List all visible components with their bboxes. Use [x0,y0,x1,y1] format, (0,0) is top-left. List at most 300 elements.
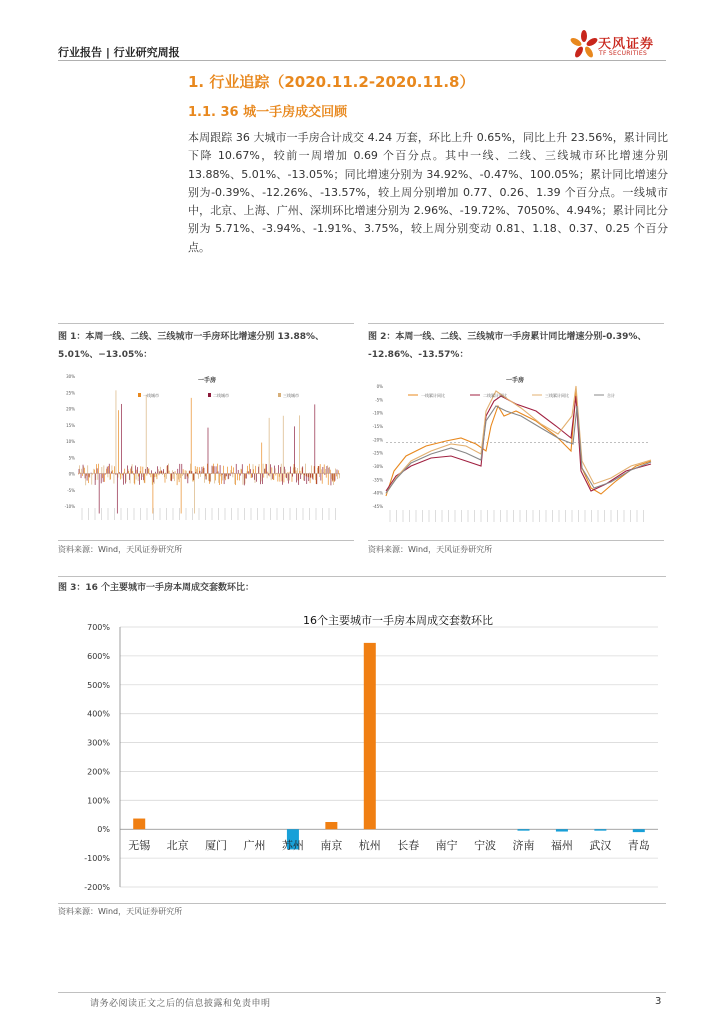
bar [138,474,139,477]
y-tick-label: -5% [375,397,383,403]
bar [262,474,263,485]
bar [225,474,226,481]
figure2-title [368,328,668,364]
bar [323,472,324,473]
bar [339,474,340,479]
bar [253,469,254,473]
bar [116,474,117,475]
bar [271,467,272,473]
bar [160,467,161,474]
bar [282,474,283,482]
y-tick-label: 400% [87,709,110,719]
y-tick-label: 10% [66,439,75,444]
bar [267,474,268,479]
bar [157,474,158,480]
bar [280,474,281,482]
y-tick-label: -35% [372,477,383,483]
y-tick-label: 20% [66,406,75,412]
bar [118,474,119,478]
bar [201,472,202,473]
legend-label: 二线城市 [213,393,229,398]
bar [81,469,82,474]
bar [245,474,246,484]
bar [163,469,164,473]
bar [220,474,221,477]
bar [245,474,246,479]
bar [328,474,329,485]
bar [291,474,292,475]
legend-label: 一线城市 [143,393,159,398]
bar [134,474,135,485]
bar [168,464,169,474]
bar [103,474,104,482]
bar [290,467,291,474]
bar [304,474,305,481]
bar [228,474,229,480]
figure1-chart-title: 一手房 [198,377,217,384]
bar [271,474,272,481]
bar [106,474,107,475]
bar [594,829,606,830]
figure3-chart [58,603,666,903]
bar [149,474,150,475]
y-tick-label: -10% [372,410,383,416]
bar [239,474,240,475]
bar [92,474,93,475]
bar [325,474,326,475]
bar [184,474,185,480]
bar [263,474,264,478]
bar [231,466,232,474]
bar [327,466,328,473]
bar [104,474,105,482]
bar [152,474,153,485]
chart-x-axis [128,838,650,852]
bar [120,474,121,480]
bar [188,474,189,479]
bar [98,464,99,474]
bar [228,474,229,479]
bar [155,472,156,474]
bar [167,466,168,474]
bar [133,474,134,475]
bar [81,474,82,479]
bar [147,467,148,473]
bar [249,464,250,474]
bar [255,466,256,474]
bar [143,474,144,481]
bar [300,474,301,479]
bar [202,467,203,474]
bar [94,470,95,474]
legend-label: 合计 [607,393,615,398]
bar [316,474,317,484]
bar [87,474,88,481]
figure2-title-line1: 图 2：本周一线、二线、三线城市一手房累计同比增速分别-0.39%、 [368,332,647,342]
bar [145,469,146,474]
figure1-title [58,328,358,364]
figure1-bottom-rule [58,540,354,541]
bar [309,473,310,474]
bar [153,474,154,514]
x-tick-label: 厦门 [205,839,228,853]
bar [254,474,255,480]
bar [209,474,210,484]
bar [185,470,186,473]
bar [131,466,132,473]
bar [242,464,243,473]
bar [97,474,98,480]
x-tick-label: 长春 [397,839,420,853]
bar [196,469,197,473]
bar [281,464,282,474]
bar [286,474,287,478]
bar [104,465,105,473]
bar [253,464,254,473]
bar [212,467,213,474]
bar [118,410,119,473]
figure3-source: 资料来源：Wind，天风证券研究所 [58,907,183,916]
bar [170,474,171,481]
bar [205,474,206,477]
bar [316,474,317,485]
bar [300,471,301,474]
y-tick-label: -25% [372,450,383,456]
bar [122,474,123,476]
bar [194,474,195,481]
bar [325,822,337,829]
footer-divider [58,992,666,993]
bar [181,464,182,474]
bar [198,474,199,475]
bar [82,474,83,476]
bar [315,474,316,481]
bar [150,474,151,475]
bar [182,474,183,477]
bar [86,474,87,476]
bar [269,474,270,477]
bar [183,469,184,473]
figure1-chart [58,366,346,538]
bar [329,468,330,474]
bar [265,468,266,473]
x-tick-label: 宁波 [474,839,497,853]
bar [297,468,298,473]
page-number: 3 [655,996,662,1007]
y-tick-label: 100% [87,796,110,806]
bar [274,466,275,474]
bar [268,474,269,476]
bar [298,474,299,485]
bar [193,474,194,482]
bar [139,474,140,485]
bar [169,471,170,474]
bar [200,474,201,477]
bar [325,469,326,473]
y-tick-label: -45% [372,504,383,509]
bar [318,466,319,473]
bar [91,473,92,474]
bar [121,404,122,474]
bar [159,471,160,473]
figure2-title-line2: -12.86%、-13.57%： [368,350,469,360]
bar [308,474,309,478]
bar [142,474,143,478]
bar [188,474,189,484]
bar [237,474,238,481]
bar [151,474,152,478]
bar [317,468,318,474]
bar [204,474,205,483]
chart-y-axis [84,623,110,892]
bar [282,474,283,485]
bar [216,466,217,473]
bar [95,474,96,481]
bar [140,466,141,473]
bar [238,470,239,474]
bar [177,474,178,486]
bar [110,474,111,480]
y-tick-label: 5% [68,455,75,461]
bar [124,469,125,474]
bar [302,466,303,473]
figure2-top-rule [368,323,664,324]
bar [247,466,248,474]
bar [111,472,112,474]
bar [226,474,227,477]
bar [174,474,175,482]
figure1-top-rule [58,323,354,324]
bar [289,474,290,481]
bar [331,474,332,479]
bar [165,474,166,483]
x-tick-label: 苏州 [281,839,304,853]
bar [332,474,333,482]
bar [144,474,145,483]
bar [250,469,251,473]
bar [223,466,224,474]
logo-subtext: TF SECURITIES [599,50,648,57]
x-tick-label: 济南 [512,839,535,853]
bar [96,464,97,473]
bar [319,466,320,473]
bar [229,474,230,475]
bar [278,474,279,482]
bar [80,473,81,474]
bar [230,470,231,473]
bar [164,474,165,478]
y-tick-label: -15% [372,424,383,429]
bar [296,470,297,473]
bar [85,474,86,486]
y-tick-label: -20% [372,437,383,443]
bar [633,829,645,832]
bar [128,469,129,473]
bar [304,474,305,475]
bar [235,474,236,485]
bar [266,464,267,473]
bar [93,469,94,474]
bar [79,469,80,474]
bar [165,473,166,474]
y-tick-label: 200% [87,767,110,777]
y-tick-label: -5% [67,487,75,493]
bar [518,829,530,830]
x-tick-label: 杭州 [358,839,381,853]
bar [322,474,323,484]
bar [217,464,218,474]
bar [198,474,199,479]
bar [232,472,233,473]
bar [204,468,205,474]
bar [171,474,172,481]
bar [556,829,568,831]
bar [156,474,157,477]
y-tick-label: -30% [372,464,383,469]
bar [335,469,336,474]
bar [151,470,152,473]
bar [108,474,109,478]
bar [161,470,162,473]
bar [87,465,88,473]
bar [214,474,215,484]
bar [312,474,313,478]
bar [114,466,115,473]
bar [275,468,276,473]
bar [99,474,100,514]
bar [226,474,227,477]
bar [287,474,288,481]
bar [176,474,177,476]
bar [267,472,268,474]
bar [202,469,203,473]
bar [155,474,156,478]
y-tick-label: 0% [97,825,110,835]
bar [130,474,131,484]
bar [159,474,160,476]
bar [218,471,219,473]
bar [294,464,295,473]
figure3-top-rule [58,576,666,577]
y-tick-label: -40% [372,490,383,496]
bar [218,474,219,483]
bar [161,471,162,474]
bar [91,474,92,485]
bar [251,474,252,478]
bar [78,474,79,475]
bar [314,404,315,473]
bar [215,474,216,481]
bar [310,474,311,484]
bar [126,473,127,474]
figure3-bottom-rule [58,903,666,904]
bar [210,474,211,483]
bar [280,467,281,474]
bar [324,464,325,473]
chart-gridlines [120,627,658,887]
bar [89,474,90,477]
bar [321,469,322,473]
x-tick-label: 无锡 [128,839,151,853]
bar [95,474,96,485]
bar [133,819,145,830]
bar [85,474,86,479]
y-tick-label: 0% [68,471,75,477]
bar [105,474,106,475]
bar [269,418,270,474]
figure1-title-line1: 图 1：本周一线、二线、三线城市一手房环比增速分别 13.88%、 [58,332,325,342]
bar [258,467,259,474]
bar [89,474,90,478]
bar [335,474,336,481]
bar [106,469,107,474]
bar [311,465,312,473]
bar [132,464,133,473]
bar [173,474,174,479]
bar [302,468,303,474]
bar [259,474,260,475]
bar [122,474,123,479]
bar [263,464,264,474]
bar [220,465,221,473]
bar [306,474,307,477]
bar [79,465,80,473]
bar [126,474,127,482]
bar [147,474,148,476]
bar [276,474,277,476]
bar [333,474,334,485]
summary-paragraph: 本周跟踪 36 大城市一手房合计成交 4.24 万套，环比上升 0.65%，同比上升 23.56%，累计同比下降 10.67%，较前一周增加 0.69 个百分点。其中一线、二线、三线城市环比增速分别 13.88%、5.01%、-13.05%；同比增速分别为 34.92%、-0.47%、100.05%；累计同比增速分别为-0.39%、-12.26%、-13.57%，较上周分别增加 0.77、0.26、1.39 个百分点。一线城市中，北京、上海、广州、深圳环比增速分别为 2.96%、-19.72%、7050%、4.94%；累计同比分别为 5.71%、-3.94%、-1.91%、3.75%，较上周分别变动 0.81、1.18、0.37、0.25 个百分点。 [188,131,668,254]
bar [313,474,314,480]
bar [189,471,190,473]
bar [191,398,192,474]
bar [138,474,139,481]
bar [279,474,280,477]
bar [298,474,299,481]
bar [192,474,193,482]
bar [197,467,198,474]
bar [320,464,321,473]
bar [339,474,340,475]
legend-label: 一线累计同比 [421,393,445,398]
bar [337,474,338,480]
y-tick-label: 700% [87,623,110,632]
chart-title: 16个主要城市一手房本周成交套数环比 [303,614,493,627]
bar [319,474,320,478]
bar [286,474,287,479]
bar [306,474,307,484]
bar [216,472,217,473]
bar [336,474,337,477]
x-tick-label: 福州 [550,839,573,853]
legend-label: 二线累计同比 [483,393,507,398]
bar [330,470,331,474]
bar [162,474,163,475]
bar [310,474,311,478]
bar [277,473,278,474]
y-tick-label: -100% [84,854,110,864]
bar [148,469,149,474]
bar [116,390,117,473]
figure2-chart [368,366,658,538]
y-tick-label: 30% [66,374,75,379]
bar [142,467,143,474]
bar [288,474,289,484]
x-tick-label: 青岛 [627,839,650,853]
bar [243,474,244,485]
bar [173,472,174,473]
bar [137,467,138,473]
